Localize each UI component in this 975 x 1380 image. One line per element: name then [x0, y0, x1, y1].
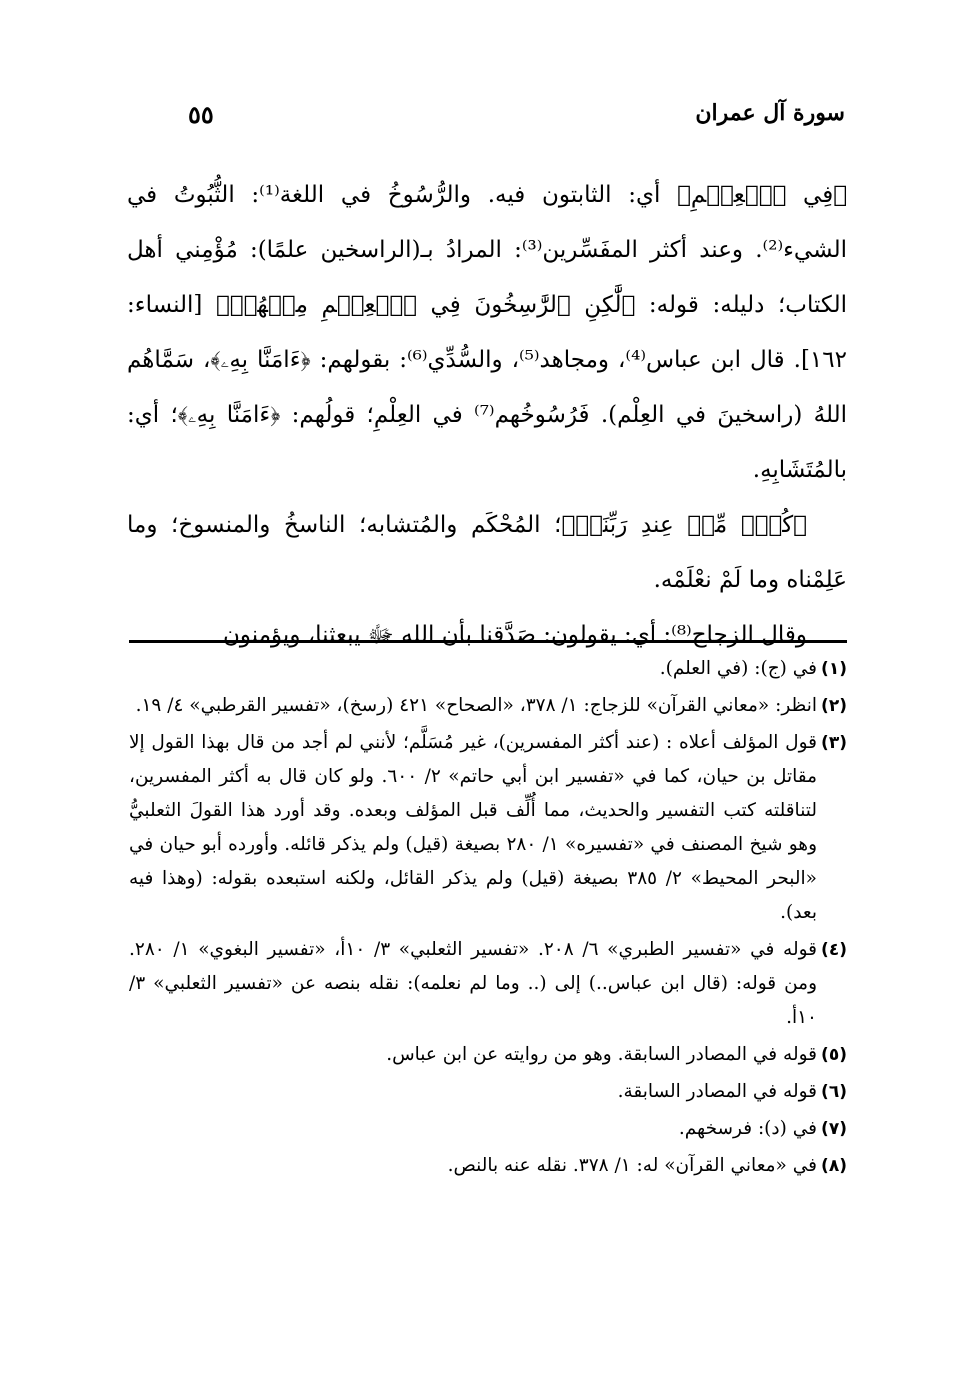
- footnote-text: قوله في «تفسير الطبري» ٦/ ٢٠٨. «تفسير الثعلبي» ٣/ ١٠أ، «تفسير البغوي» ١/ ٢٨٠. ومن قوله: (قال ابن عباس..) إلى (.. وما لم نعلمه): نقله بنصه عن «تفسير الثعلبي» ٣/ ١٠أ.: [129, 939, 818, 1028]
- footnote-number: (٤): [821, 940, 847, 960]
- footnote-1: [129, 652, 847, 686]
- body-paragraph-1: ﴿فِي ٱلۡعِلۡمِ﴾ أي: الثابتون فيه. والرُّسُوخُ في اللغة⁽¹⁾: الثُّبُوتُ في الشيء⁽²⁾. وعند أكثر المفَسِّرين⁽³⁾: المرادُ بـ(الراسخين علمًا): مُؤْمِني أهل الكتاب؛ دليله: قوله: ﴿لَّٰكِنِ ٱلرَّٰسِخُونَ فِي ٱلۡعِلۡمِ مِنۡهُمۡ﴾ [النساء: ١٦٢]. قال ابن عباس⁽⁴⁾، ومجاهد⁽⁵⁾، والسُّدِّي⁽⁶⁾: بقولهم: ﴿ءَامَنَّا بِهِۦ﴾، سَمَّاهُم اللهُ (راسخينَ في العِلْم). فَرُسُوخُهم⁽⁷⁾ في العِلْمِ؛ قولُهم: ﴿ءَامَنَّا بِهِۦ﴾؛ أي: بالمُتَشَابِهِ.: [127, 182, 847, 483]
- footnote-8: [129, 1149, 847, 1183]
- footnote-3: [129, 726, 847, 930]
- main-text: [127, 168, 847, 663]
- footnote-number: (٣): [821, 733, 847, 753]
- running-title: سورة آل عمران: [695, 100, 845, 126]
- footnote-4: [129, 933, 847, 1035]
- footnote-number: (٧): [821, 1119, 847, 1139]
- footnote-separator: [129, 640, 847, 643]
- footnotes: [129, 652, 847, 1186]
- footnote-text: في (د): فرسخهم.: [678, 1118, 817, 1139]
- footnote-number: (٢): [821, 696, 847, 716]
- footnote-text: في «معاني القرآن» له: ١/ ٣٧٨. نقله عنه بالنص.: [447, 1155, 817, 1176]
- body-paragraph-3: وقال الزجاج⁽⁸⁾: أي: يقولون: صَدَّقنا بأن الله ﷻ يبعثنا، ويؤمنون: [223, 622, 807, 648]
- footnote-2: [129, 689, 847, 723]
- footnote-text: انظر: «معاني القرآن» للزجاج: ١/ ٣٧٨، «الصحاح» ٤٢١ (رسخ)، «تفسير القرطبي» ٤/ ١٩.: [135, 695, 817, 716]
- body-paragraph-2: ﴿كُلّٞ مِّنۡ عِندِ رَبِّنَاۗ﴾؛ المُحْكَم والمُتشابه؛ الناسخُ والمنسوخ؛ وما عَلِمْناه وما لَمْ نعْلَمْه.: [127, 512, 847, 593]
- footnote-5: [129, 1038, 847, 1072]
- footnote-number: (٥): [821, 1045, 847, 1065]
- footnote-text: في (ج): (في العلم).: [659, 658, 817, 679]
- footnote-text: قوله في المصادر السابقة.: [617, 1081, 817, 1102]
- page-number: ٥٥: [188, 100, 214, 129]
- footnote-text: قوله في المصادر السابقة. وهو من روايته عن ابن عباس.: [386, 1044, 817, 1065]
- footnote-number: (١): [821, 659, 847, 679]
- footnote-6: [129, 1075, 847, 1109]
- footnote-number: (٦): [821, 1082, 847, 1102]
- page-header: [130, 100, 845, 140]
- footnote-number: (٨): [821, 1156, 847, 1176]
- footnote-text: قول المؤلف أعلاه : (عند أكثر المفسرين)، غير مُسَلَّم؛ لأنني لم أجد من قال بهذا القول إلا مقاتل بن حيان، كما في «تفسير ابن أبي حاتم» ٢/ ٦٠٠. ولو كان قال به أكثر المفسرين، لتناقلته كتب التفسير والحديث، مما أُلِّف قبل المؤلف وبعده. وقد أورد هذا القولَ الثعلبيُّ وهو شيخ المصنف في «تفسيره» ١/ ٢٨٠ بصيغة (قيل) ولم يذكر قائله. وأورده أبو حيان في «البحر المحيط» ٢/ ٣٨٥ بصيغة (قيل) ولم يذكر القائل، ولكنه استبعده بقوله: (وهذا فيه بعد).: [129, 732, 818, 923]
- footnote-7: [129, 1112, 847, 1146]
